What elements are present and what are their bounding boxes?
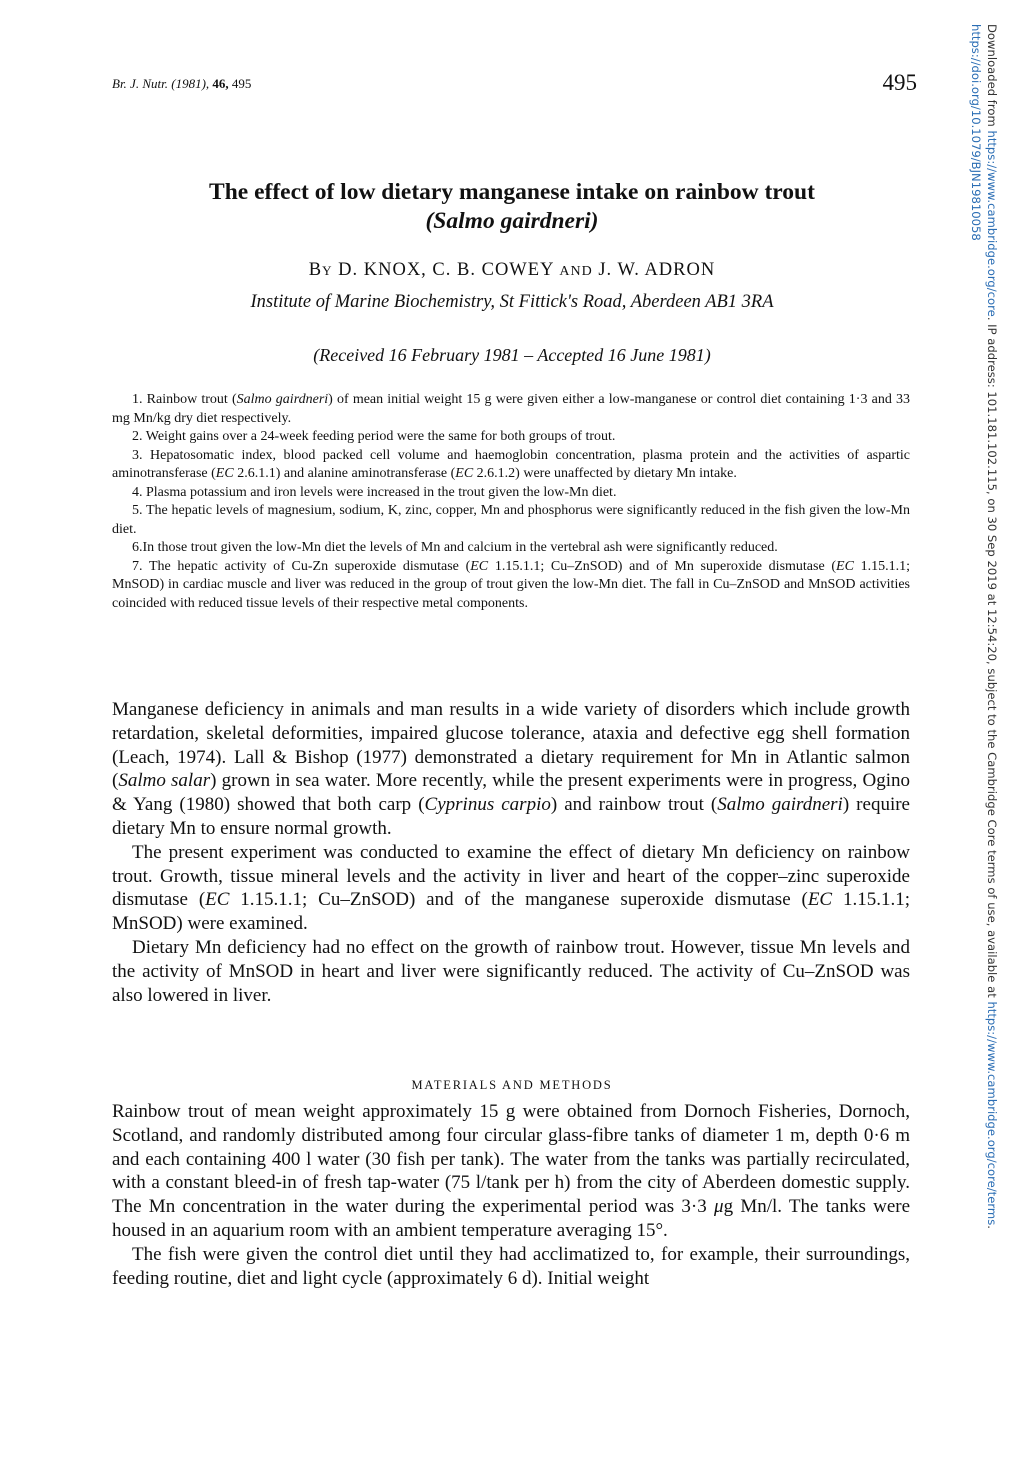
journal-volume: 46, [212,76,229,91]
doi-link[interactable]: https://doi.org/10.1079/BJN19810058 [969,24,983,241]
author-names-1: D. KNOX, C. B. COWEY [338,260,554,280]
abstract-point-4: 4. Plasma potassium and iron levels were increased in the trout given the low-Mn diet. [132,484,617,500]
article-title [112,178,912,236]
methods-paragraph-2: The fish were given the control diet until they had acclimatized to, for example, their surroundings, feeding routine, diet and light cycle (approximately 6 d). Initial weight [112,1243,910,1289]
abstract-point-7: 7. The hepatic activity of Cu-Zn superoxide dismutase (EC 1.15.1.1; Cu–ZnSOD) and of Mn superoxide dismutase (EC 1.15.1.1; MnSOD) in cardiac muscle and liver was reduced in the group of trout given the low-Mn diet. The fall in Cu–ZnSOD and MnSOD activities coincided with reduced tissue levels of their respective metal components. [112,558,911,611]
intro-paragraph-3: Dietary Mn deficiency had no effect on the growth of rainbow trout. However, tissue Mn levels and the activity of MnSOD in heart and liver were significantly reduced. The activity of Cu–ZnSOD was also lowered in liver. [112,936,910,1006]
journal-first-page: 495 [231,76,252,91]
introduction [112,698,910,1007]
abstract [112,391,910,613]
author-and: AND [559,264,593,279]
intro-paragraph-2: The present experiment was conducted to examine the effect of dietary Mn deficiency on rainbow trout. Growth, tissue mineral levels and the activity in liver and heart of the copper–zinc superoxide dismutase (EC 1.15.1.1; Cu–ZnSOD) and of the manganese superoxide dismutase (EC 1.15.1.1; MnSOD) were examined. [112,841,910,935]
download-notice-line-2 [968,24,984,1229]
page-number: 495 [882,70,917,95]
by-label: By [308,260,333,280]
core-link[interactable]: https://www.cambridge.org/core [985,130,999,317]
terms-link[interactable]: https://www.cambridge.org/core/terms [985,1001,999,1226]
download-notice-line-1: Downloaded from https://www.cambridge.org/core. IP address: 101.181.102.115, on 30 Sep 2019 at 12:54:20, subject to the Cambridge Core terms of use, available at https://www.cambridge.org/core/terms. [985,24,999,1229]
section-heading-methods: MATERIALS AND METHODS [411,1078,613,1092]
abstract-point-6: 6.In those trout given the low-Mn diet the levels of Mn and calcium in the vertebral ash were significantly reduced. [132,540,778,555]
abstract-point-3: 3. Hepatosomatic index, blood packed cell volume and haemoglobin concentration, plasma protein and the activities of aspartic aminotransferase (EC 2.6.1.1) and alanine aminotransferase (EC 2.6.1.2) were unaffected by dietary Mn intake. [112,447,910,481]
journal-year: (1981), [171,76,210,91]
author-names-2: J. W. ADRON [598,260,716,280]
author-line [112,260,912,281]
journal-abbrev: Br. J. Nutr. [112,76,168,91]
intro-paragraph-1: Manganese deficiency in animals and man results in a wide variety of disorders which include growth retardation, skeletal deformities, impaired glucose tolerance, ataxia and defective egg shell formation (Leach, 1974). Lall & Bishop (1977) demonstrated a dietary requirement for Mn in Atlantic salmon (Salmo salar) grown in sea water. More recently, while the present experiments were in progress, Ogino & Yang (1980) showed that both carp (Cyprinus carpio) and rainbow trout (Salmo gairdneri) require dietary Mn to ensure normal growth. [112,699,910,839]
abstract-point-5: 5. The hepatic levels of magnesium, sodium, K, zinc, copper, Mn and phosphorus were significantly reduced in the fish given the low-Mn diet. [112,503,910,537]
received-dates: (Received 16 February 1981 – Accepted 16 June 1981) [313,345,711,365]
download-notice [968,24,1000,1229]
affiliation: Institute of Marine Biochemistry, St Fittick's Road, Aberdeen AB1 3RA [250,292,774,312]
methods-paragraph-1: Rainbow trout of mean weight approximately 15 g were obtained from Dornoch Fisheries, Dornoch, Scotland, and randomly distributed among four circular glass-fibre tanks of diameter 1 m, depth 0·6 m and each containing 400 l water (30 fish per tank). The water from the tanks was partially recirculated, with a constant bleed-in of fresh tap-water (75 l/tank per h) from the city of Aberdeen domestic supply. The Mn concentration in the water during the experimental period was 3·3 μg Mn/l. The tanks were housed in an aquarium room with an ambient temperature averaging 15°. [112,1101,911,1241]
methods-section [112,1100,910,1290]
abstract-point-1: 1. Rainbow trout (Salmo gairdneri) of mean initial weight 15 g were given either a low-manganese or control diet containing 1·3 and 33 mg Mn/kg dry diet respectively. [112,392,910,426]
abstract-point-2: 2. Weight gains over a 24-week feeding period were the same for both groups of trout. [132,429,616,444]
title-line-1: The effect of low dietary manganese intake on rainbow trout [209,179,815,205]
journal-reference [112,76,251,92]
title-line-2: (Salmo gairdneri) [425,208,599,234]
